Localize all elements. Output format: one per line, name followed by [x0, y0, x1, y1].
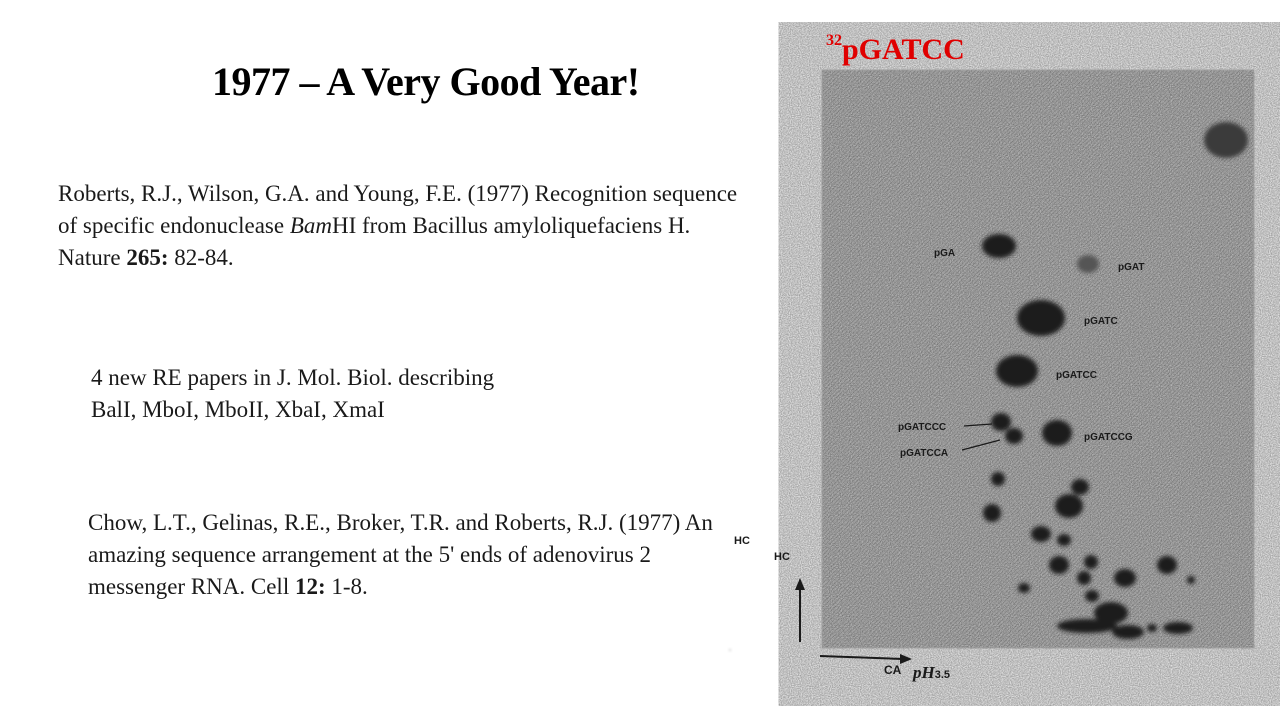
- reference-text: HI from Bacillus amyloliquefaciens H. Nature: [58, 213, 691, 270]
- axis-hc-outer: HC: [734, 535, 750, 547]
- reference-text: Roberts, R.J., Wilson, G.A. and Young, F.E. (1977) Recognition sequence of specific endonuclease: [58, 181, 738, 238]
- reference-line: BalI, MboI, MboII, XbaI, XmaI: [91, 397, 385, 422]
- slide-title: 1977 – A Very Good Year!: [212, 59, 640, 104]
- axis-ph: [911, 663, 950, 682]
- spot-pgatcc: [996, 355, 1038, 387]
- spot-origin-top-right: [1204, 122, 1248, 158]
- label-pga: pGA: [934, 248, 956, 259]
- label-pgatccc: pGATCCC: [898, 422, 947, 433]
- label-pgatc: pGATC: [1084, 316, 1118, 327]
- label-pgat: pGAT: [1118, 262, 1145, 273]
- label-pgatcc: pGATCC: [1056, 370, 1097, 381]
- spot-pgatcca: [1005, 428, 1023, 444]
- reference-volume: 265:: [126, 245, 169, 270]
- gel-image: [716, 22, 1280, 720]
- reference-chow-cell: [88, 507, 738, 603]
- axis-ca: CA: [884, 663, 902, 677]
- axis-ph-prefix: pH: [913, 663, 935, 682]
- label-pgatccg: pGATCCG: [1084, 432, 1133, 443]
- horizontal-arrow: [820, 656, 902, 659]
- fingerprint-figure: [716, 22, 1280, 720]
- figure-label: [826, 32, 965, 67]
- reference-volume: 12:: [294, 574, 326, 599]
- spot-pgatccg: [1042, 420, 1072, 446]
- figure-label-main: pGATCC: [842, 33, 965, 66]
- spot-pgat: [1077, 255, 1099, 273]
- axis-hc-inner: HC: [774, 551, 790, 563]
- reference-text: Chow, L.T., Gelinas, R.E., Broker, T.R. and Roberts, R.J. (1977) An amazing sequence arrangement at the 5' ends of adenovirus 2 messenger RNA. Cell: [88, 510, 713, 599]
- figure-label-superscript: 32: [826, 32, 842, 49]
- spot-pgatccc: [991, 413, 1011, 431]
- reference-roberts-bamhi: [58, 178, 758, 274]
- reference-pages: 82-84.: [168, 245, 234, 270]
- spot-pga: [982, 234, 1016, 258]
- reference-italic-text: Bam: [289, 213, 332, 238]
- reference-line: 4 new RE papers in J. Mol. Biol. describing: [91, 365, 495, 390]
- reference-jmb-papers: [91, 362, 731, 426]
- reference-pages: 1-8.: [325, 574, 368, 599]
- axis-ph-value: 3.5: [934, 669, 951, 681]
- label-pgatcca: pGATCCA: [900, 448, 949, 459]
- spot-pgatc: [1017, 300, 1065, 336]
